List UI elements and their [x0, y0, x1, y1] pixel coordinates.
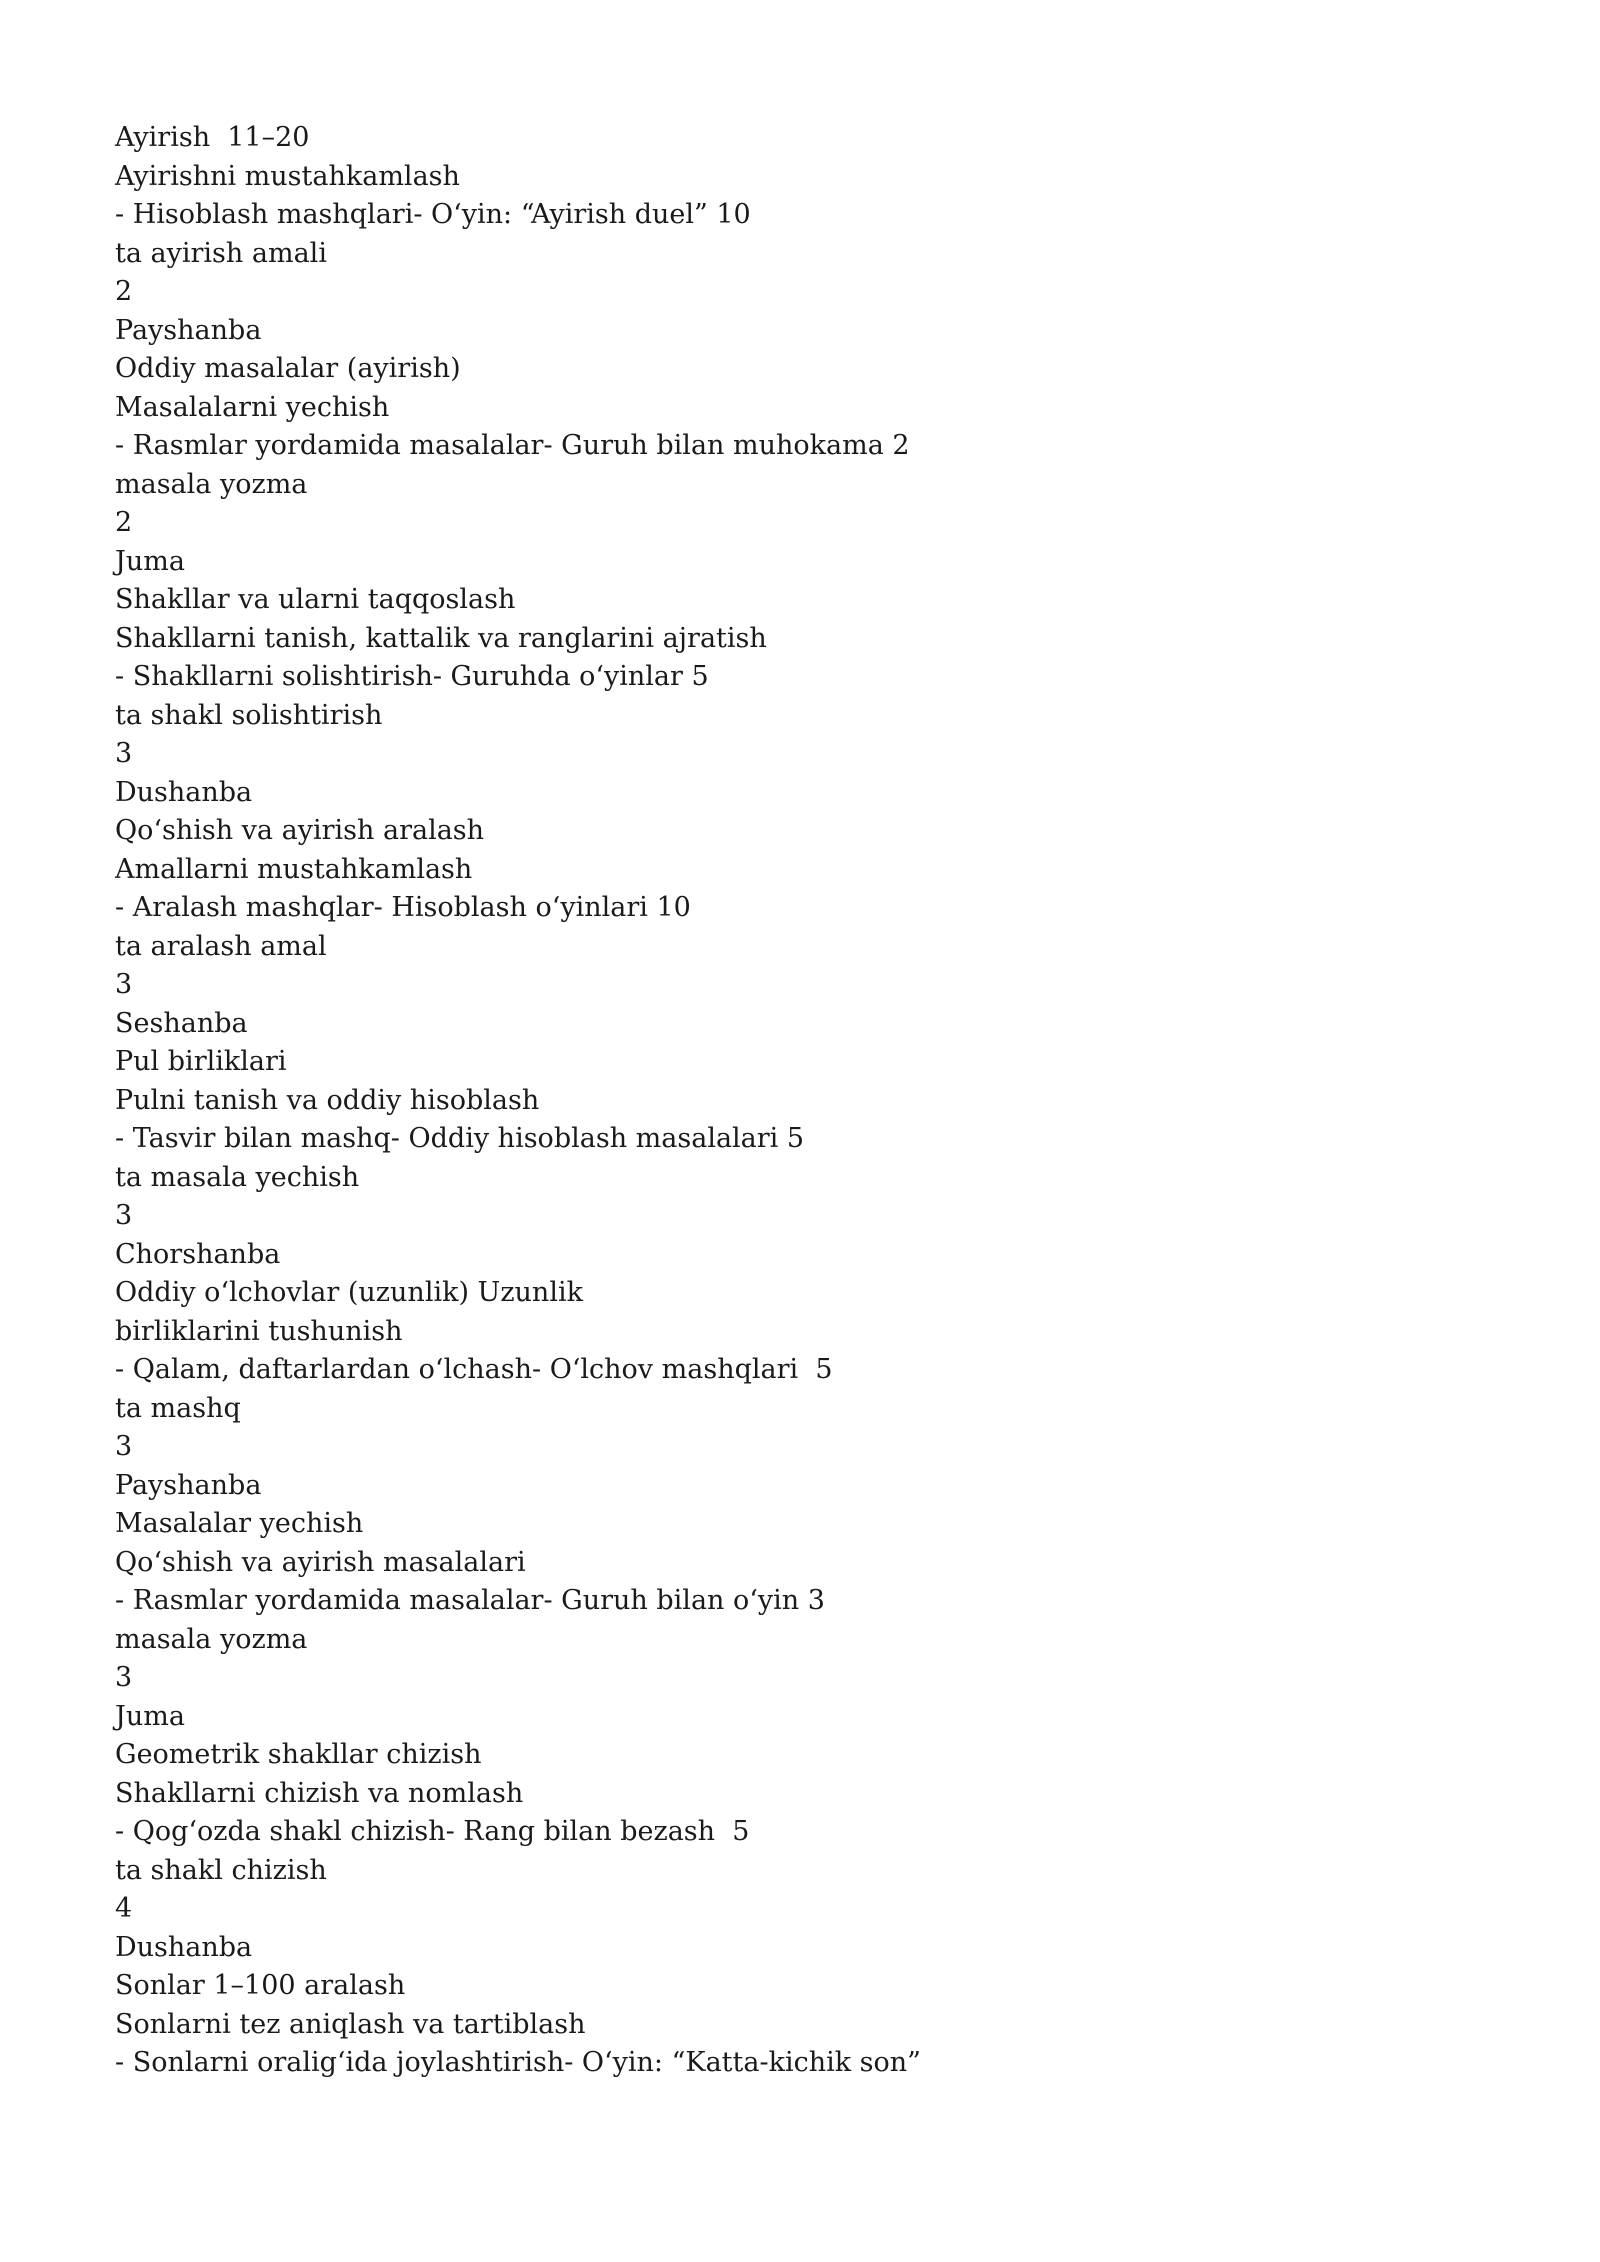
text-line: Juma	[115, 1700, 185, 1732]
text-line: Oddiy masalalar (ayirish)	[115, 353, 461, 384]
text-line: 3	[115, 1200, 133, 1231]
text-line: Oddiy o‘lchovlar (uzunlik) Uzunlik	[115, 1277, 583, 1308]
text-line: Payshanba	[115, 1469, 262, 1501]
text-line: Shakllarni chizish va nomlash	[115, 1777, 524, 1809]
text-line: 4	[115, 1893, 133, 1924]
text-line: - Hisoblash mashqlari- O‘yin: “Ayirish duel” 10	[115, 199, 751, 230]
text-line: ta shakl solishtirish	[115, 699, 383, 731]
text-line: ta ayirish amali	[115, 237, 327, 269]
text-line: - Rasmlar yordamida masalalar- Guruh bilan o‘yin 3	[115, 1585, 825, 1616]
text-line: - Qog‘ozda shakl chizish- Rang bilan bezash 5	[115, 1816, 750, 1847]
text-line: Qo‘shish va ayirish masalalari	[115, 1546, 526, 1578]
text-line: ta aralash amal	[115, 930, 327, 962]
text-line: Masalalarni yechish	[115, 391, 390, 423]
text-line: - Aralash mashqlar- Hisoblash o‘yinlari 10	[115, 892, 691, 923]
text-line: Sonlar 1–100 aralash	[115, 1970, 406, 2001]
text-line: 3	[115, 1431, 133, 1462]
text-line: Dushanba	[115, 1931, 253, 1963]
text-line: Sonlarni tez aniqlash va tartiblash	[115, 2008, 586, 2040]
text-line: 3	[115, 738, 133, 769]
text-line: Ayirishni mustahkamlash	[115, 160, 460, 192]
text-line: masala yozma	[115, 1623, 308, 1655]
text-line: Seshanba	[115, 1007, 248, 1039]
text-line: Qo‘shish va ayirish aralash	[115, 815, 485, 846]
text-line: Masalalar yechish	[115, 1508, 364, 1539]
text-line: Geometrik shakllar chizish	[115, 1739, 482, 1770]
text-line: Pul birliklari	[115, 1046, 287, 1077]
text-line: 2	[115, 276, 133, 307]
text-line: - Rasmlar yordamida masalalar- Guruh bilan muhokama 2	[115, 430, 910, 461]
text-line: - Sonlarni oralig‘ida joylashtirish- O‘yin: “Katta-kichik son”	[115, 2047, 921, 2078]
text-line: Ayirish 11–20	[115, 122, 310, 153]
text-line: ta masala yechish	[115, 1161, 360, 1193]
text-line: birliklarini tushunish	[115, 1315, 403, 1347]
text-line: Amallarni mustahkamlash	[115, 853, 473, 885]
text-line: 2	[115, 507, 133, 538]
text-line: Shakllarni tanish, kattalik va ranglarini ajratish	[115, 622, 767, 654]
text-line: Payshanba	[115, 314, 262, 346]
text-line: ta shakl chizish	[115, 1854, 327, 1886]
text-line: Juma	[115, 545, 185, 577]
text-line: 3	[115, 969, 133, 1000]
text-line: - Qalam, daftarlardan o‘lchash- O‘lchov mashqlari 5	[115, 1354, 833, 1385]
text-line: ta mashq	[115, 1392, 241, 1424]
text-line: - Tasvir bilan mashq- Oddiy hisoblash masalalari 5	[115, 1123, 805, 1154]
text-line: Shakllar va ularni taqqoslash	[115, 584, 516, 615]
text-line: Chorshanba	[115, 1238, 281, 1270]
text-line: Dushanba	[115, 776, 253, 808]
text-line: Pulni tanish va oddiy hisoblash	[115, 1084, 540, 1116]
text-line: - Shakllarni solishtirish- Guruhda o‘yinlar 5	[115, 661, 709, 692]
text-line: 3	[115, 1662, 133, 1693]
text-line: masala yozma	[115, 468, 308, 500]
document-body	[115, 119, 1415, 2083]
